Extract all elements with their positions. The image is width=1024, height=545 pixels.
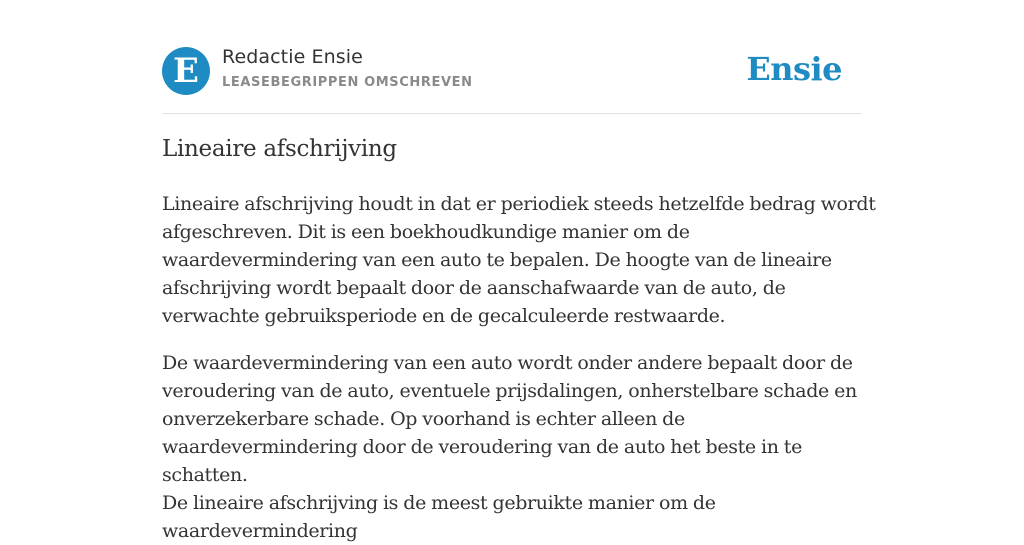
article-container — [162, 0, 876, 542]
article-paragraph: De lineaire afschrijving is de meest gebruikte manier om de waardevermindering — [162, 492, 716, 542]
article-header — [162, 0, 862, 114]
category-label[interactable]: LEASEBEGRIPPEN OMSCHREVEN — [222, 75, 473, 90]
ensie-logo[interactable]: Ensie — [746, 50, 842, 88]
author-avatar[interactable]: E — [162, 47, 210, 95]
article-paragraph: Lineaire afschrijving houdt in dat er periodiek steeds hetzelfde bedrag wordt afgeschreven. Dit is een boekhoudkundige manier om de waardevermindering van een auto te bepalen. De hoogte van de lineaire afschrijving wordt bepaalt door de aanschafwaarde van de auto, de verwachte gebruiksperiode en de gecalculeerde restwaarde. — [162, 193, 876, 327]
page-title: Lineaire afschrijving — [162, 136, 397, 162]
author-name[interactable]: Redactie Ensie — [222, 46, 363, 68]
article-paragraph: De waardevermindering van een auto wordt onder andere bepaalt door de veroudering van de auto, eventuele prijsdalingen, onherstelbare schade en onverzekerbare schade. Op voorhand is echter alleen de waardevermindering door de veroudering van de auto het beste in te schatten. — [162, 352, 857, 486]
